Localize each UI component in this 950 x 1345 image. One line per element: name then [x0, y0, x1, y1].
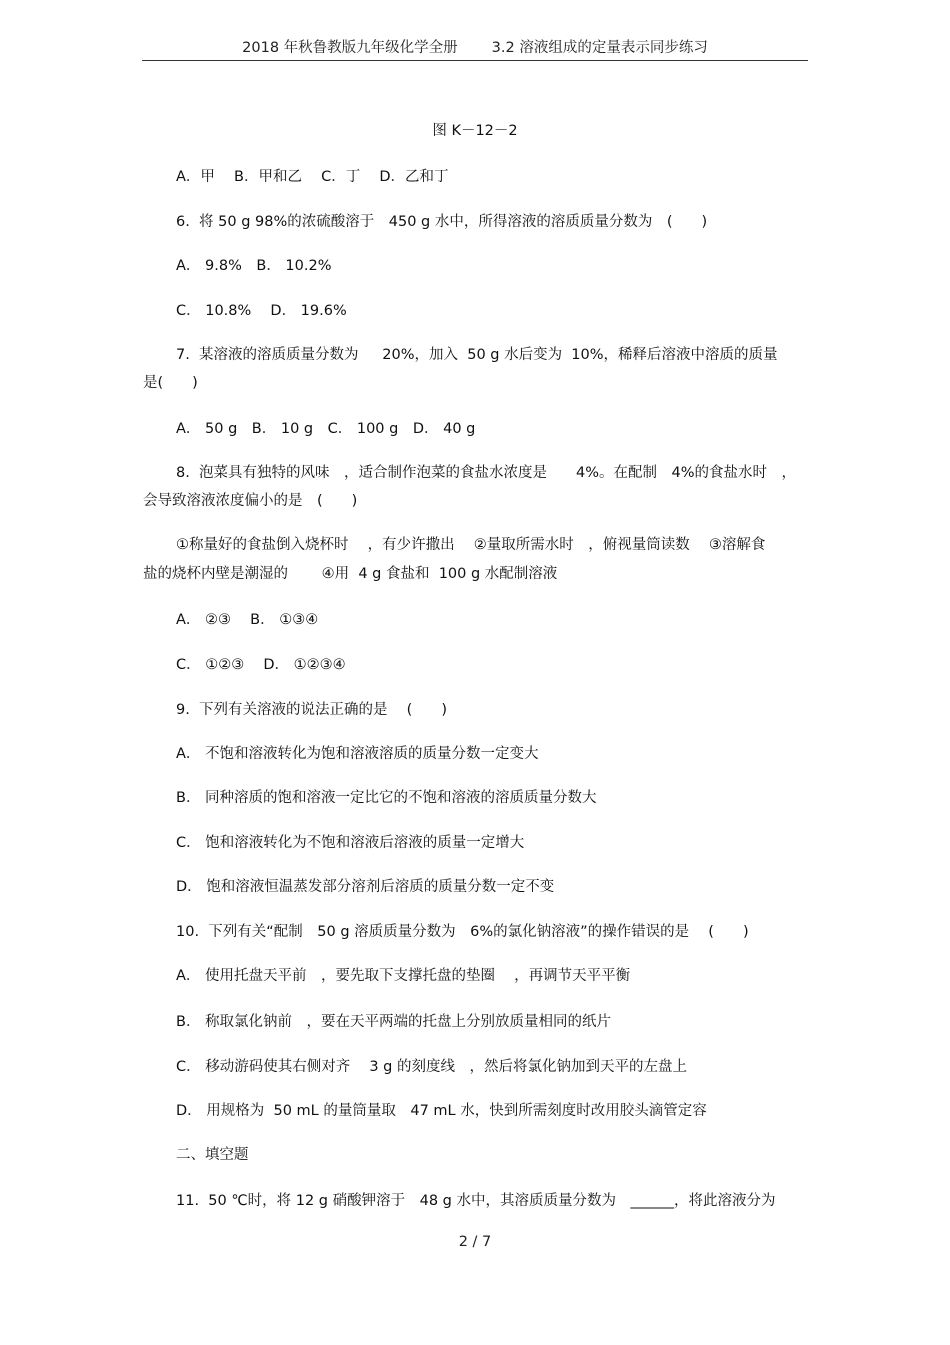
- q9-option-b: B． 同种溶质的饱和溶液一定比它的不饱和溶液的溶质质量分数大: [176, 790, 597, 806]
- q6-options-1: A． 9.8% B． 10.2%: [176, 258, 332, 274]
- page-number: 2 / 7: [458, 1234, 492, 1250]
- q9-option-a: A． 不饱和溶液转化为饱和溶液溶质的质量分数一定变大: [176, 746, 539, 762]
- q7-stem-2: 是( ): [143, 375, 198, 391]
- q6-options-2: C． 10.8% D． 19.6%: [176, 303, 347, 319]
- q8-options-1: A． ②③ B． ①③④: [176, 612, 319, 628]
- q9-option-c: C． 饱和溶液转化为不饱和溶液后溶液的质量一定增大: [176, 835, 525, 851]
- figure-caption: 图 K－12－2: [432, 123, 518, 139]
- q7-options: A． 50 g B． 10 g C． 100 g D． 40 g: [176, 421, 476, 437]
- q10-option-d: D． 用规格为 50 mL 的量筒量取 47 mL 水，快到所需刻度时改用胶头滴管定容: [176, 1103, 707, 1119]
- q10-option-c: C． 移动游码使其右侧对齐 3 g 的刻度线 ，然后将氯化钠加到天平的左盘上: [176, 1059, 687, 1075]
- q9-option-d: D． 饱和溶液恒温蒸发部分溶剂后溶质的质量分数一定不变: [176, 879, 555, 895]
- q8-stem-1: 8. 泡菜具有独特的风味 ，适合制作泡菜的食盐水浓度是 4%。在配制 4%的食盐水时 ，: [176, 465, 797, 481]
- q6-stem: 6. 将 50 g 98%的浓硫酸溶于 450 g 水中，所得溶液的溶质质量分数为 ( ): [176, 214, 708, 230]
- header-title: 2018 年秋鲁教版九年级化学全册: [242, 40, 458, 56]
- q8-stem-2: 会导致溶液浓度偏小的是 ( ): [143, 493, 358, 509]
- q10-option-a: A． 使用托盘天平前 ，要先取下支撑托盘的垫圈 ，再调节天平平衡: [176, 968, 631, 984]
- q8-options-2: C． ①②③ D． ①②③④: [176, 657, 346, 673]
- page-header: [142, 36, 808, 57]
- header-subtitle: 3.2 溶液组成的定量表示同步练习: [491, 40, 708, 56]
- q9-stem: 9. 下列有关溶液的说法正确的是 ( ): [176, 702, 447, 718]
- q10-stem: 10. 下列有关“配制 50 g 溶质质量分数为 6%的氯化钠溶液”的操作错误的是 ( ): [176, 924, 749, 940]
- q8-items-2: 盐的烧杯内壁是潮湿的 ④用 4 g 食盐和 100 g 水配制溶液: [143, 566, 558, 582]
- q11-stem: 11. 50 ℃时，将 12 g 硝酸钾溶于 48 g 水中，其溶质质量分数为 ______，将此溶液分为: [176, 1193, 776, 1209]
- q10-option-b: B． 称取氯化钠前 ，要在天平两端的托盘上分别放质量相同的纸片: [176, 1014, 612, 1030]
- q5-options: A．甲 B．甲和乙 C．丁 D．乙和丁: [176, 169, 449, 185]
- q8-items-1: ①称量好的食盐倒入烧杯时 ，有少许撒出 ②量取所需水时 ，俯视量筒读数 ③溶解食: [176, 537, 766, 553]
- section-title-fill-in: 二、填空题: [176, 1147, 249, 1163]
- q7-stem-1: 7. 某溶液的溶质质量分数为 20%，加入 50 g 水后变为 10%，稀释后溶液中溶质的质量: [176, 347, 778, 363]
- header-rule: [142, 60, 808, 61]
